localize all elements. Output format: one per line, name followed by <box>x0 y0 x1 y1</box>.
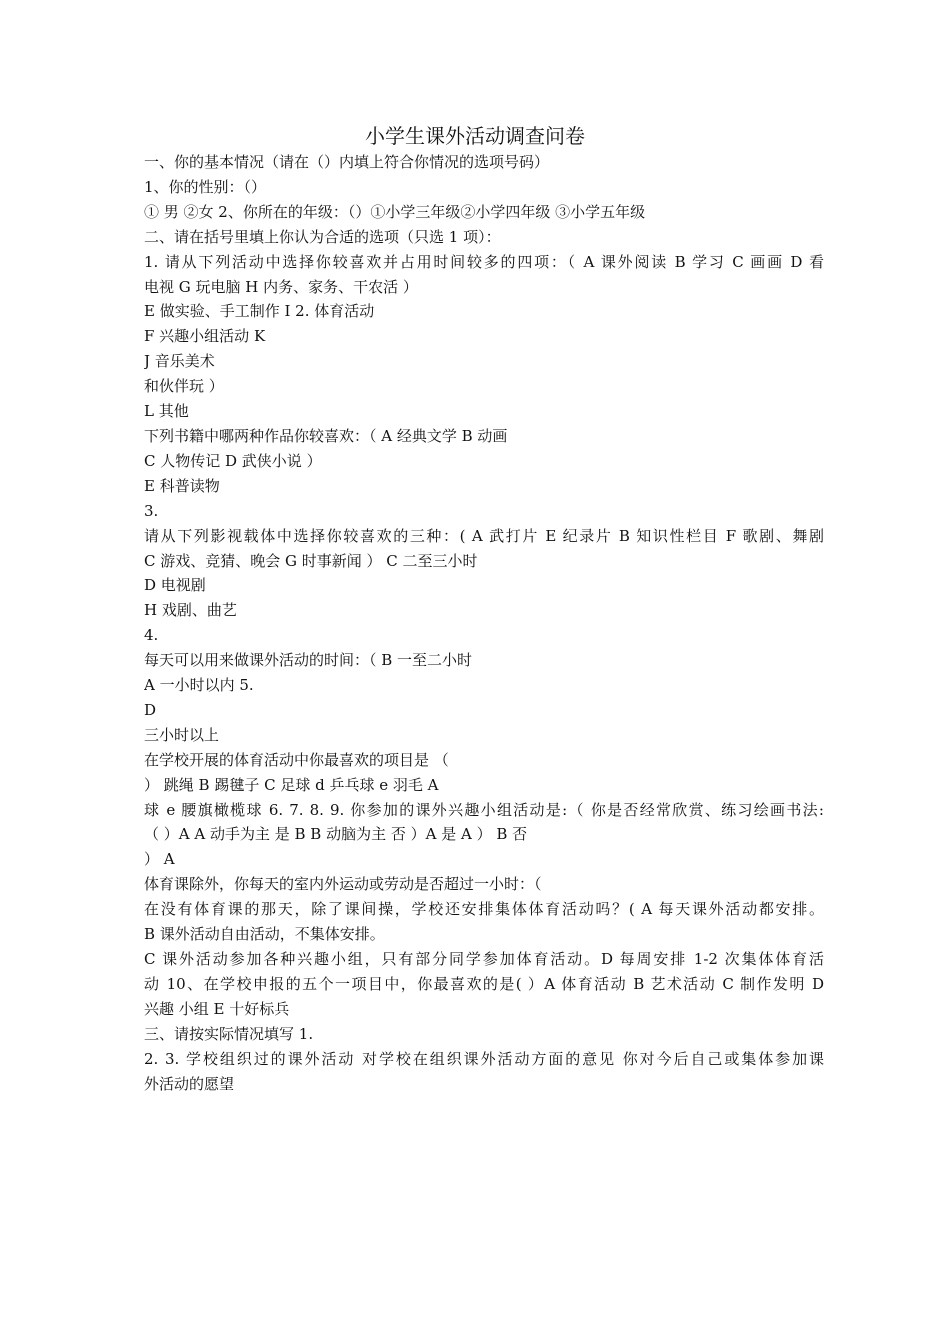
text-line: A 一小时以内 5. <box>144 676 254 695</box>
text-line: 下列书籍中哪两种作品你较喜欢：（ A 经典文学 B 动画 <box>144 426 508 445</box>
text-line: 三小时以上 <box>144 725 220 744</box>
text-line: F 兴趣小组活动 K <box>144 327 266 346</box>
document-body <box>144 150 824 1096</box>
text-line: J 音乐美术 <box>144 352 215 371</box>
text-line: L 其他 <box>144 402 189 421</box>
text-line: ） A <box>144 850 175 869</box>
text-line: 兴趣 小组 E 十好标兵 <box>144 999 290 1018</box>
text-line: 在没有体育课的那天，除了课间操，学校还安排集体体育活动吗？( A 每天课外活动都安排。 <box>144 900 824 919</box>
text-line: E 科普读物 <box>144 476 220 495</box>
text-line: 在学校开展的体育活动中你最喜欢的项目是 （ <box>144 750 449 769</box>
text-line: 1. 请从下列活动中选择你较喜欢并占用时间较多的四项：（ A 课外阅读 B 学习 C 画画 D 看 <box>144 252 824 271</box>
text-line: 请从下列影视载体中选择你较喜欢的三种：( A 武打片 E 纪录片 B 知识性栏目 F 歌剧、舞剧 <box>144 526 824 545</box>
text-line: 1、你的性别：（） <box>144 177 267 196</box>
text-line: 3. <box>144 501 159 520</box>
text-line: 电视 G 玩电脑 H 内务、家务、干农活 ） <box>144 277 418 296</box>
text-line: D <box>144 700 157 719</box>
document-title: 小学生课外活动调查问卷 <box>365 124 585 148</box>
text-line: 和伙伴玩 ） <box>144 377 224 396</box>
text-line: 球 e 腰旗橄榄球 6. 7. 8. 9. 你参加的课外兴趣小组活动是:（ 你是否经常欣赏、练习绘画书法: <box>144 800 824 819</box>
text-line: ① 男 ②女 2、你所在的年级：（）①小学三年级②小学四年级 ③小学五年级 <box>144 202 646 221</box>
text-line: 一、你的基本情况（请在（）内填上符合你情况的选项号码） <box>144 153 550 171</box>
text-line: 外活动的愿望 <box>144 1074 235 1093</box>
text-line: 4. <box>144 626 159 645</box>
text-line: （ ）A A 动手为主 是 B B 动脑为主 否 ）A 是 A ） B 否 <box>144 825 528 844</box>
text-line: H 戏剧、曲艺 <box>144 601 237 620</box>
text-line: 动 10、在学校申报的五个一项目中，你最喜欢的是( ）A 体育活动 B 艺术活动 C 制作发明 D <box>144 974 824 993</box>
text-line: 体育课除外，你每天的室内外运动或劳动是否超过一小时：（ <box>144 875 542 894</box>
text-line: B 课外活动自由活动，不集体安排。 <box>144 925 385 944</box>
text-line: 二、请在括号里填上你认为合适的选项（只选 1 项）： <box>144 227 501 246</box>
text-line: C 游戏、竞猜、晚会 G 时事新闻 ） C 二至三小时 <box>144 551 478 570</box>
text-line: 每天可以用来做课外活动的时间：（ B 一至二小时 <box>144 651 473 670</box>
text-line: 2. 3. 学校组织过的课外活动 对学校在组织课外活动方面的意见 你对今后自己或集体参加课 <box>144 1049 824 1068</box>
text-line: C 课外活动参加各种兴趣小组，只有部分同学参加体育活动。D 每周安排 1-2 次集体体育活 <box>144 950 824 968</box>
text-line: D 电视剧 <box>144 576 206 595</box>
text-line: C 人物传记 D 武侠小说 ） <box>144 451 322 470</box>
text-line: E 做实验、手工制作 I 2. 体育活动 <box>144 302 375 321</box>
text-line: 三、请按实际情况填写 1. <box>144 1024 314 1043</box>
text-line: ） 跳绳 B 踢毽子 C 足球 d 乒乓球 e 羽毛 A <box>144 775 439 794</box>
